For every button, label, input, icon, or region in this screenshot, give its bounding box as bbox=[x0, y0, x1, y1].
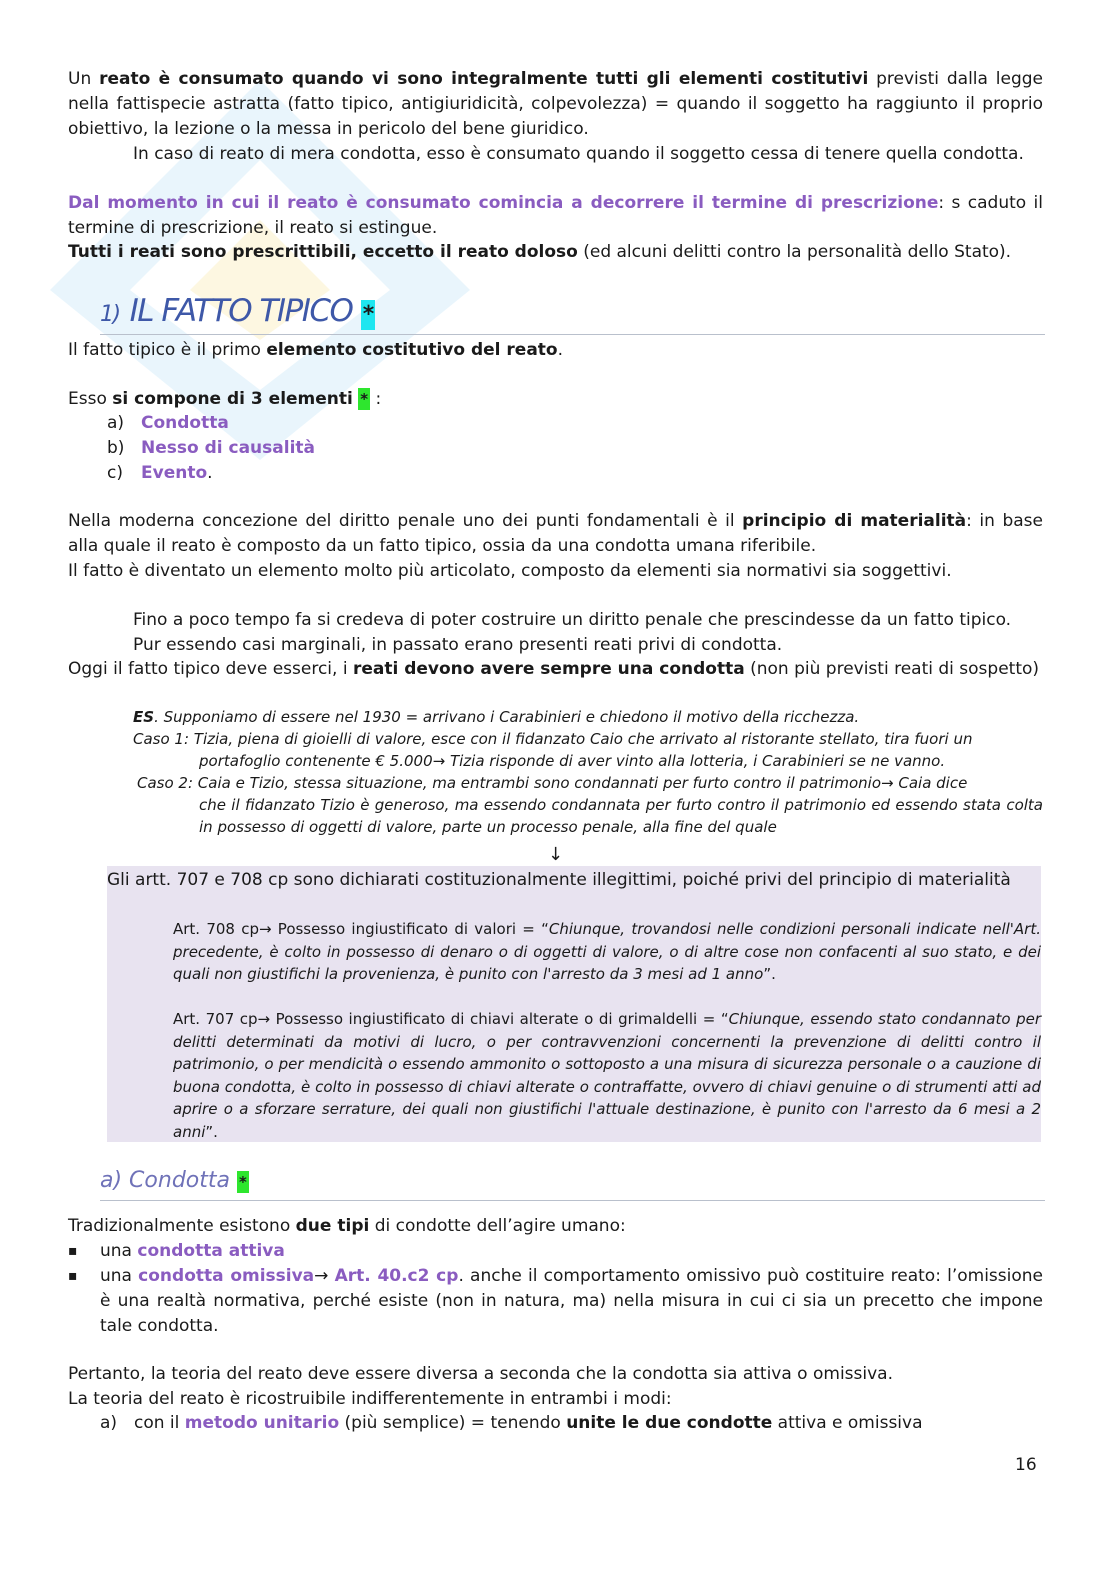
list-item: b) Nesso di causalità bbox=[107, 438, 316, 458]
section-heading-fatto-tipico: 1) IL FATTO TIPICO * bbox=[100, 288, 1045, 335]
box-title: Gli artt. 707 e 708 cp sono dichiarati costituzionalmente illegittimi, poiché privi del principio di materialità bbox=[107, 870, 1011, 890]
prescriptible-paragraph: Tutti i reati sono prescrittibili, eccetto il reato doloso (ed alcuni delitti contro la personalità dello Stato). bbox=[68, 242, 1012, 262]
highlight-star: * bbox=[360, 390, 369, 408]
list-item: a) con il metodo unitario (più semplice) = tenendo unite le due condotte attiva e omissiva bbox=[100, 1413, 923, 1433]
theory-paragraph-2: La teoria del reato è ricostruibile indifferentemente in entrambi i modi: bbox=[68, 1389, 672, 1409]
intro-paragraph: Il fatto tipico è il primo elemento costitutivo del reato. bbox=[68, 340, 564, 360]
article-707: Art. 707 cp→ Possesso ingiustificato di chiavi alterate o di grimaldelli = “Chiunque, essendo stato condannato per delitti determinati da motivi di lucro, o per contravvenzioni concernenti la prevenzione di delitti contro il patrimonio, o per mendicità o essendo ammonito o sottoposto a una misura di sicurezza personale o a cauzione di buona condotta, è colto in possesso di chiavi alterate o contraffatte, ovvero di chiavi genuine o di strumenti atti ad aprire o a sforzare serrature, dei quali non giustifichi l'attuale destinazione, è punito con l'arresto da 6 mesi a 2 anni”. bbox=[173, 1010, 1041, 1141]
prescription-paragraph: Dal momento in cui il reato è consumato comincia a decorrere il termine di prescrizione: s caduto il termine di prescrizione, il reato si estingue. bbox=[68, 193, 1044, 238]
highlight-star: * bbox=[361, 300, 375, 330]
today-paragraph: Oggi il fatto tipico deve esserci, i reati devono avere sempre una condotta (non più previsti reati di sospetto) bbox=[68, 659, 1040, 679]
theory-paragraph: Pertanto, la teoria del reato deve essere diversa a seconda che la condotta sia attiva o omissiva. bbox=[68, 1364, 893, 1384]
page-number: 16 bbox=[1015, 1455, 1037, 1475]
fact-paragraph: Il fatto è diventato un elemento molto più articolato, composto da elementi sia normativi sia soggettivi. bbox=[68, 561, 952, 581]
document-page: Un reato è consumato quando vi sono integralmente tutti gli elementi costitutivi previsti dalla legge nella fattispecie astratta (fatto tipico, antigiuridicità, colpevolezza) = quando il soggetto ha raggiunto il proprio obiettivo, la lezione o la messa in pericolo del bene giuridico. In caso di reato di mera condotta, esso è consumato quando il soggetto cessa di tenere quella condotta. Dal momento in cui il reato è consumato comincia a decorrere il termine di prescrizione: s caduto il termine di prescrizione, il reato si estingue. Tutti i reati sono prescrittibili, eccetto il reato doloso (ed alcuni delitti contro la personalità dello Stato). 1) IL FATTO TIPICO * Il fatto tipico è il primo elemento costitutivo del reato. Esso si compone di 3 elementi * : a) Condotta b) Nesso di causalità c) Evento. Nella moderna concezione del diritto penale uno dei punti fondamentali è il principio di materialità: in base alla quale il reato è composto da un fatto tipico, ossia da una condotta umana riferibile. Il fatto è diventato un elemento molto più articolato, composto da elementi sia normativi sia soggettivi. Fino a poco tempo fa si credeva di poter costruire un diritto penale che prescindesse da un fatto tipico. Pur essendo casi marginali, in passato erano presenti reati privi di condotta. Oggi il fatto tipico deve esserci, i reati devono avere sempre una condotta (non più previsti reati di sospetto) ES. Supponiamo di essere nel 1930 = arrivano i Carabinieri e chiedono il motivo della ricchezza. Caso 1: Tizia, piena di gioielli di valore, esce con il fidanzato Caio che arrivato al ristorante stellato, tira fuori un portafoglio contenente € 5.000→ Tizia risponde di aver vinto alla lotteria, i Carabinieri se ne vanno. Caso 2: Caia e Tizio, stessa situazione, ma entrambi sono condannati per furto contro il patrimonio→ Caia dice che il fidanzato Tizio è generoso, ma essendo condannata per furto contro il patrimonio ed essendo stata colta in possesso di oggetti di valore, parte un processo penale, alla fine del quale ↓ Gli artt. 707 e 708 cp sono dichiarati costituzionalmente illegittimi, poiché privi del principio di materialità Art. 708 cp→ Possesso ingiustificato di valori = “Chiunque, trovandosi nelle condizioni personali indicate nell'Art. precedente, è colto in possesso di denaro o di oggetti di valore, o di altre cose non confacenti al suo stato, e dei quali non giustifichi la provenienza, è punito con l'arresto da 3 mesi ad 1 anno”. Art. 707 cp→ Possesso ingiustificato di chiavi alterate o di grimaldelli = “Chiunque, essendo stato condannato per delitti determinati da motivi di lucro, o per contravvenzioni concernenti la prevenzione di delitti contro il patrimonio, o per mendicità o essendo ammonito o sottoposto a una misura di sicurezza personale o a cauzione di buona condotta, è colto in possesso di chiavi alterate o contraffatte, ovvero di chiavi genuine o di strumenti atti ad aprire o a sforzare serrature, dei quali non giustifichi l'attuale destinazione, è punito con l'arresto da 6 mesi a 2 anni”. a) Condotta * Tradizionalmente esistono due tipi di condotte dell’agire umano: ▪ una condotta attiva ▪ una condotta omissiva→ Art. 40.c2 cp. anche il comportamento omissivo può costituire reato: l’omissione è una realtà normativa, perché esiste (non in natura, ma) nella misura in cui ci sia un precetto che impone tale condotta. Pertanto, la teoria del reato deve essere diversa a seconda che la condotta sia attiva o omissiva. La teoria del reato è ricostruibile indifferentemente in entrambi i modi: a) con il metodo unitario (più semplice) = tenendo unite le due condotte attiva e omissiva 16 bbox=[0, 0, 1117, 1580]
example-block: ES. Supponiamo di essere nel 1930 = arrivano i Carabinieri e chiedono il motivo della ricchezza. Caso 1: Tizia, piena di gioielli di valore, esce con il fidanzato Caio che arrivato al ristorante stellato, tira fuori un portafoglio contenente € 5.000→ Tizia risponde di aver vinto alla lotteria, i Carabinieri se ne vanno. Caso 2: Caia e Tizio, stessa situazione, ma entrambi sono condannati per furto contro il patrimonio→ Caia dice che il fidanzato Tizio è generoso, ma essendo condannata per furto contro il patrimonio ed essendo stata colta in possesso di oggetti di valore, parte un processo penale, alla fine del quale bbox=[133, 708, 1043, 836]
section-heading-condotta: a) Condotta * bbox=[100, 1162, 1045, 1201]
history-paragraph-2: Pur essendo casi marginali, in passato erano presenti reati privi di condotta. bbox=[133, 635, 783, 655]
list-item: c) Evento. bbox=[107, 463, 213, 483]
highlight-star: * bbox=[238, 1173, 247, 1191]
down-arrow-icon: ↓ bbox=[548, 844, 564, 865]
article-708: Art. 708 cp→ Possesso ingiustificato di valori = “Chiunque, trovandosi nelle condizioni personali indicate nell'Art. precedente, è colto in possesso di denaro o di oggetti di valore, o di altre cose non confacenti al suo stato, e dei quali non giustifichi la provenienza, è punito con l'arresto da 3 mesi ad 1 anno”. bbox=[173, 920, 1041, 983]
conduct-types-intro: Tradizionalmente esistono due tipi di condotte dell’agire umano: bbox=[68, 1216, 626, 1236]
materiality-paragraph: Nella moderna concezione del diritto penale uno dei punti fondamentali è il principio di materialità: in base alla quale il reato è composto da un fatto tipico, ossia da una condotta umana riferibile. bbox=[68, 511, 1043, 556]
elements-intro: Esso si compone di 3 elementi * : bbox=[68, 389, 382, 409]
articles-box bbox=[107, 866, 1041, 1142]
list-item: a) Condotta bbox=[107, 413, 229, 433]
consumed-crime-paragraph: Un reato è consumato quando vi sono integralmente tutti gli elementi costitutivi previsti dalla legge nella fattispecie astratta (fatto tipico, antigiuridicità, colpevolezza) = quando il soggetto ha raggiunto il proprio obiettivo, la lezione o la messa in pericolo del bene giuridico. bbox=[68, 69, 1043, 139]
history-paragraph: Fino a poco tempo fa si credeva di poter costruire un diritto penale che prescindesse da un fatto tipico. bbox=[133, 610, 1012, 630]
conduct-crime-paragraph: In caso di reato di mera condotta, esso è consumato quando il soggetto cessa di tenere quella condotta. bbox=[133, 144, 1024, 164]
